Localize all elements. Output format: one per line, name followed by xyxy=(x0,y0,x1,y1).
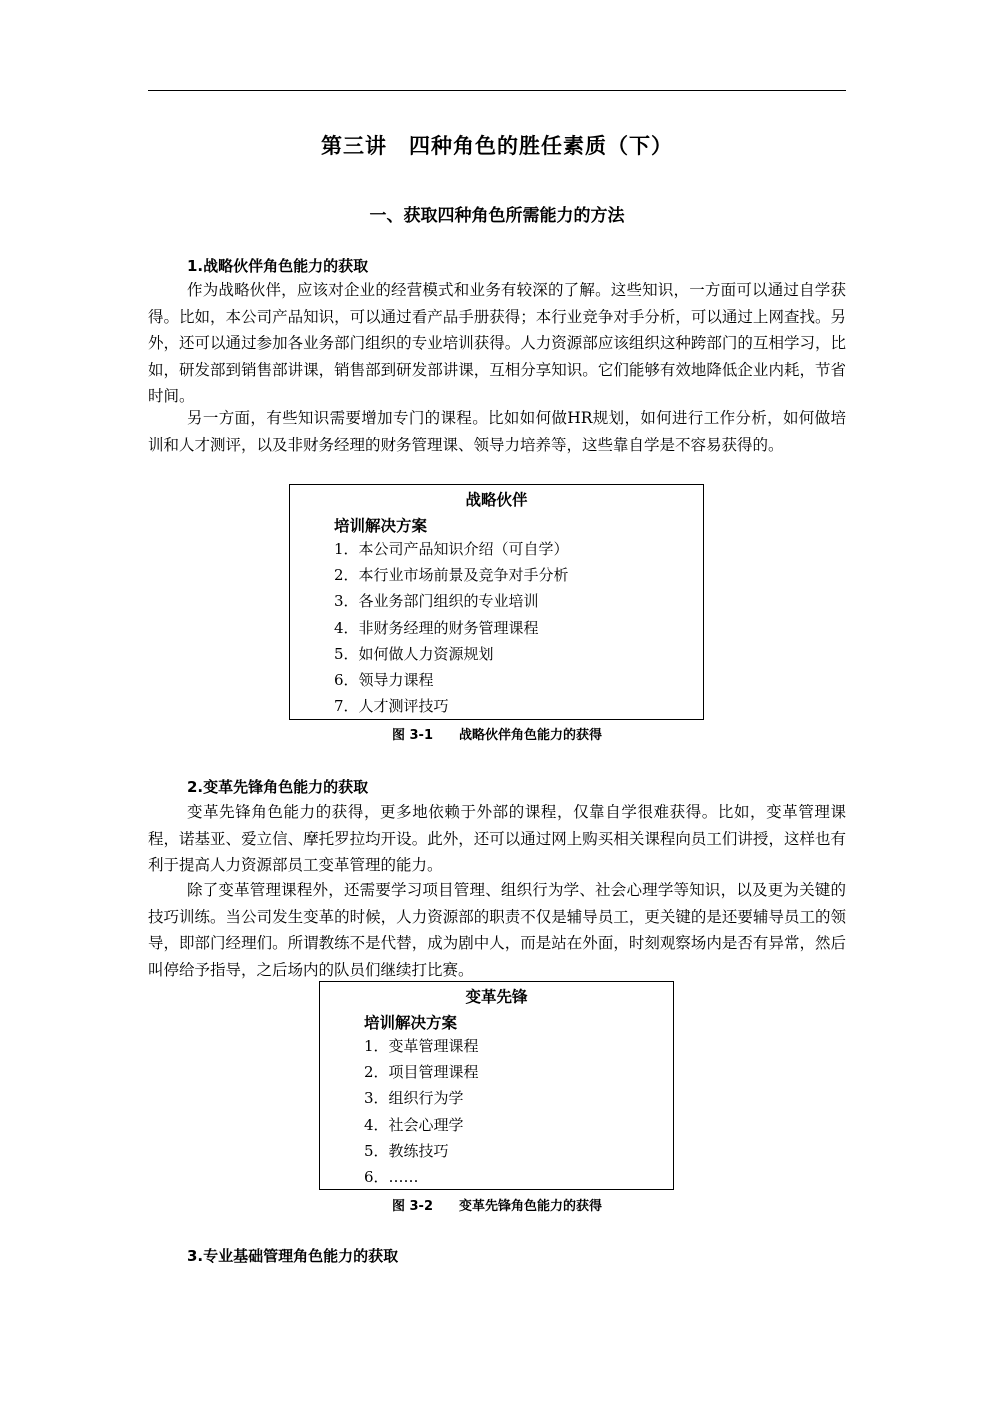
box-item-list xyxy=(364,1033,673,1190)
paragraph-2-1: 变革先锋角色能力的获得，更多地依赖于外部的课程，仅靠自学很难获得。比如，变革管理课程，诺基亚、爱立信、摩托罗拉均开设。此外，还可以通过网上购买相关课程向员工们讲授，这样也有利于提高人力资源部员工变革管理的能力。 xyxy=(148,803,846,874)
subsection-heading-2: 2.变革先锋角色能力的获取 xyxy=(187,778,369,796)
list-item: 5．如何做人力资源规划 xyxy=(334,644,494,663)
paragraph-1-2: 另一方面，有些知识需要增加专门的课程。比如如何做HR规划，如何进行工作分析，如何做培训和人才测评，以及非财务经理的财务管理课、领导力培养等，这些靠自学是不容易获得的。 xyxy=(148,409,846,454)
figure-caption-3-2: 图 3-2 变革先锋角色能力的获得 xyxy=(391,1199,602,1214)
list-item: 7．人才测评技巧 xyxy=(334,697,449,716)
list-item: 2．项目管理课程 xyxy=(364,1063,479,1082)
lecture-title: 第三讲 四种角色的胜任素质（下） xyxy=(321,134,673,158)
box-title: 战略伙伴 xyxy=(465,491,528,509)
list-item: 4．社会心理学 xyxy=(364,1115,464,1134)
list-item: 1．变革管理课程 xyxy=(364,1037,479,1055)
list-item: 3．组织行为学 xyxy=(364,1089,464,1108)
section-heading: 一、获取四种角色所需能力的方法 xyxy=(369,206,625,226)
box-subtitle: 培训解决方案 xyxy=(334,517,428,535)
box-item-list xyxy=(334,536,703,719)
paragraph-1-1: 作为战略伙伴，应该对企业的经营模式和业务有较深的了解。这些知识，一方面可以通过自学获得。比如，本公司产品知识，可以通过看产品手册获得；本行业竞争对手分析，可以通过上网查找。另外，还可以通过参加各业务部门组织的专业培训获得。人力资源部应该组织这种跨部门的互相学习，比如，研发部到销售部讲课，销售部到研发部讲课，互相分享知识。它们能够有效地降低企业内耗，节省时间。 xyxy=(148,281,846,405)
list-item: 4．非财务经理的财务管理课程 xyxy=(334,618,539,637)
box-subtitle: 培训解决方案 xyxy=(364,1014,458,1032)
subsection-heading-3: 3.专业基础管理角色能力的获取 xyxy=(187,1247,399,1265)
header-rule xyxy=(148,90,846,91)
figure-caption-3-1: 图 3-1 战略伙伴角色能力的获得 xyxy=(391,728,602,743)
list-item: 6．领导力课程 xyxy=(334,671,434,690)
list-item: 6．…… xyxy=(364,1168,419,1187)
box-title: 变革先锋 xyxy=(465,988,528,1006)
list-item: 3．各业务部门组织的专业培训 xyxy=(334,592,539,611)
paragraph-2-2: 除了变革管理课程外，还需要学习项目管理、组织行为学、社会心理学等知识，以及更为关键的技巧训练。当公司发生变革的时候，人力资源部的职责不仅是辅导员工，更关键的是还要辅导员工的领导，即部门经理们。所谓教练不是代替，成为剧中人，而是站在外面，时刻观察场内是否有异常，然后叫停给予指导，之后场内的队员们继续打比赛。 xyxy=(148,881,846,979)
list-item: 1．本公司产品知识介绍（可自学） xyxy=(334,540,569,558)
list-item: 2．本行业市场前景及竞争对手分析 xyxy=(334,566,569,585)
solution-box-change-agent xyxy=(319,981,674,1190)
solution-box-strategic-partner xyxy=(289,484,704,720)
list-item: 5．教练技巧 xyxy=(364,1141,449,1160)
subsection-heading-1: 1.战略伙伴角色能力的获取 xyxy=(187,257,369,275)
